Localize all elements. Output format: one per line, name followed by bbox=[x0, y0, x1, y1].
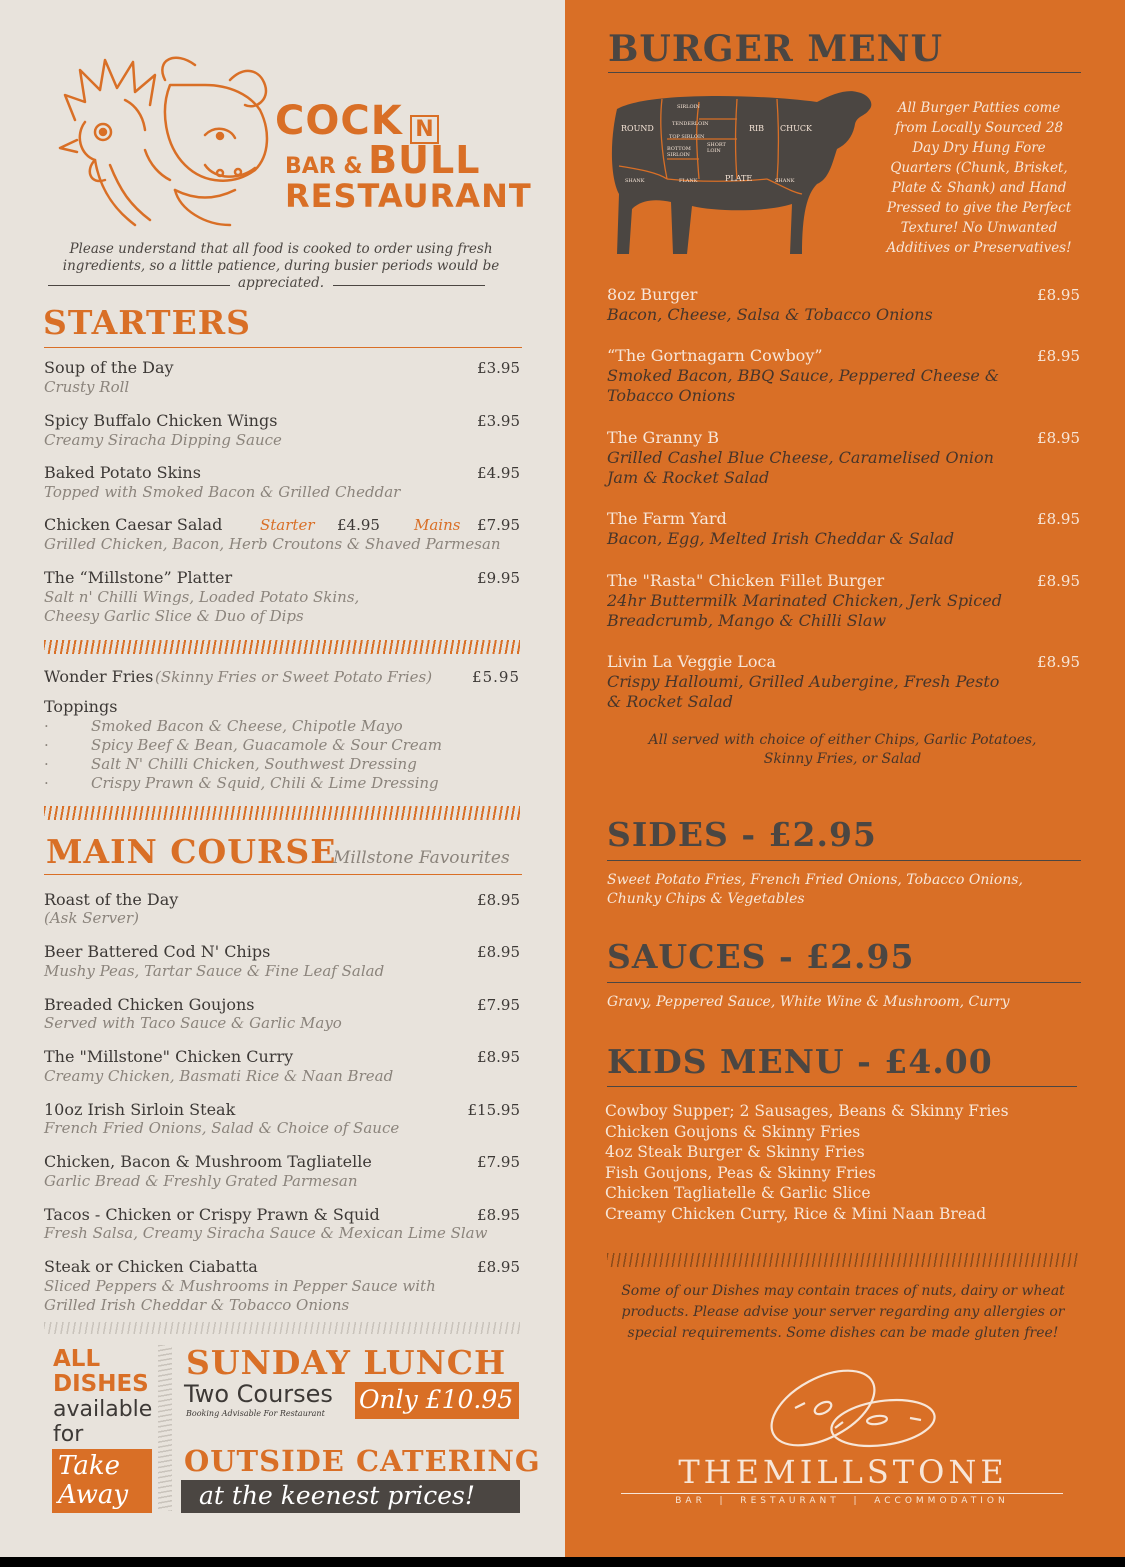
starter-name: Chicken Caesar Salad bbox=[44, 515, 223, 534]
kids-item: 4oz Steak Burger & Skinny Fries bbox=[605, 1143, 865, 1161]
topping-item: · Salt N' Chilli Chicken, Southwest Dressing bbox=[44, 755, 417, 773]
starters-title: STARTERS bbox=[43, 303, 251, 342]
main-desc: French Fried Onions, Salad & Choice of Sauce bbox=[44, 1119, 400, 1137]
main-desc: Garlic Bread & Freshly Grated Parmesan bbox=[44, 1172, 358, 1190]
toppings-label: Toppings bbox=[44, 697, 118, 716]
burger-name: The "Rasta" Chicken Fillet Burger bbox=[607, 571, 885, 590]
kids-item: Fish Goujons, Peas & Skinny Fries bbox=[605, 1163, 876, 1182]
outside-catering-title: OUTSIDE CATERING bbox=[184, 1444, 541, 1478]
main-desc: (Ask Server) bbox=[44, 909, 139, 927]
promo-dishes: DISHES bbox=[53, 1371, 149, 1397]
main-desc: Served with Taco Sauce & Garlic Mayo bbox=[44, 1014, 342, 1032]
kids-item: Cowboy Supper; 2 Sausages, Beans & Skinny Fries bbox=[605, 1102, 1009, 1120]
main-price: £7.95 bbox=[477, 996, 520, 1014]
main-price: £8.95 bbox=[477, 1258, 520, 1276]
cow-label: SHANK bbox=[775, 178, 795, 184]
kids-item: Creamy Chicken Curry, Rice & Mini Naan Bread bbox=[605, 1204, 987, 1223]
two-courses-text: Two Courses bbox=[184, 1380, 333, 1408]
fries-name: Wonder Fries bbox=[44, 667, 154, 686]
mains-subtitle: Millstone Favourites bbox=[333, 848, 510, 868]
divider-hatch bbox=[607, 1253, 1079, 1267]
starter-desc: Salt n' Chilli Wings, Loaded Potato Skins, Cheesy Garlic Slice & Duo of Dips bbox=[44, 588, 360, 625]
main-desc: Fresh Salsa, Creamy Siracha Sauce & Mexican Lime Slaw bbox=[44, 1224, 488, 1242]
burger-desc: Crispy Halloumi, Grilled Aubergine, Fresh Pesto & Rocket Salad bbox=[607, 672, 1000, 711]
starter-name: Spicy Buffalo Chicken Wings bbox=[44, 411, 278, 430]
logo-bar-text: BAR & bbox=[285, 154, 363, 179]
promo-available: available bbox=[53, 1397, 153, 1422]
burger-desc: Grilled Cashel Blue Cheese, Caramelised Onion Jam & Rocket Salad bbox=[607, 448, 994, 487]
logo-bull-text: BULL bbox=[368, 138, 481, 182]
divider-hatch bbox=[44, 806, 520, 820]
divider-hatch bbox=[44, 640, 520, 654]
starter-price: £3.95 bbox=[477, 412, 520, 430]
topping-item: · Spicy Beef & Bean, Guacamole & Sour Cream bbox=[44, 736, 442, 754]
topping-item: · Crispy Prawn & Squid, Chili & Lime Dressing bbox=[44, 774, 439, 792]
fries-desc: (Skinny Fries or Sweet Potato Fries) bbox=[155, 668, 433, 686]
intro-text: Please understand that all food is cooked to order using fresh ingredients, so a little patience, during busier periods would be appreciated. bbox=[62, 241, 500, 291]
cow-label: TOP SIRLOIN bbox=[669, 134, 705, 140]
cow-label: FLANK bbox=[679, 178, 698, 184]
fries-price: £5.95 bbox=[472, 668, 520, 686]
sunday-price: Only £10.95 bbox=[359, 1385, 514, 1414]
burger-name: 8oz Burger bbox=[607, 285, 698, 304]
logo-restaurant-text: RESTAURANT bbox=[285, 177, 532, 215]
sides-title: SIDES - £2.95 bbox=[607, 815, 877, 854]
allergy-note: Some of our Dishes may contain traces of nuts, dairy or wheat products. Please advise your server regarding any allergies or special requirements. Some dishes can be made gluten free! bbox=[621, 1283, 1065, 1341]
starter-price: £4.95 bbox=[477, 464, 520, 482]
main-price: £8.95 bbox=[477, 1048, 520, 1066]
cow-label: RIB bbox=[749, 124, 765, 133]
sunday-lunch-title: SUNDAY LUNCH bbox=[186, 1343, 507, 1382]
booking-note: Booking Advisable For Restaurant bbox=[186, 1409, 325, 1418]
cow-labels bbox=[607, 84, 877, 264]
burger-name: The Granny B bbox=[607, 428, 719, 447]
take-away-line1: Take bbox=[58, 1451, 120, 1481]
topping-item: · Smoked Bacon & Cheese, Chipotle Mayo bbox=[44, 717, 403, 735]
cow-label: SHANK bbox=[625, 178, 645, 184]
sunday-price-badge bbox=[355, 1382, 519, 1419]
burger-price: £8.95 bbox=[1037, 286, 1080, 304]
right-panel bbox=[565, 0, 1125, 1557]
main-name: Tacos - Chicken or Crispy Prawn & Squid bbox=[44, 1205, 380, 1224]
burger-price: £8.95 bbox=[1037, 347, 1080, 365]
cow-label: TENDERLOIN bbox=[672, 121, 709, 127]
left-panel bbox=[0, 0, 565, 1557]
keenest-badge bbox=[181, 1480, 520, 1513]
main-name: Breaded Chicken Goujons bbox=[44, 995, 255, 1014]
starter-desc: Grilled Chicken, Bacon, Herb Croutons & Shaved Parmesan bbox=[44, 535, 501, 553]
millstone-tagline: BAR | RESTAURANT | ACCOMMODATION bbox=[675, 1496, 1009, 1506]
starter-label: Starter bbox=[260, 516, 315, 534]
millstone-logo-icon bbox=[765, 1368, 940, 1453]
starter-price: £9.95 bbox=[477, 569, 520, 587]
main-name: Steak or Chicken Ciabatta bbox=[44, 1257, 258, 1276]
starter-desc: Creamy Siracha Dipping Sauce bbox=[44, 431, 282, 449]
kids-item: Chicken Tagliatelle & Garlic Slice bbox=[605, 1184, 871, 1202]
cow-label: SHORT LOIN bbox=[707, 142, 726, 154]
burger-price: £8.95 bbox=[1037, 510, 1080, 528]
cow-label: SIRLOIN bbox=[677, 104, 700, 110]
kids-item: Chicken Goujons & Skinny Fries bbox=[605, 1122, 861, 1141]
cow-label: CHUCK bbox=[780, 124, 812, 133]
main-desc: Sliced Peppers & Mushrooms in Pepper Sauce with Grilled Irish Cheddar & Tobacco Onions bbox=[44, 1277, 436, 1314]
starter-name: Soup of the Day bbox=[44, 358, 174, 377]
promo-separator bbox=[158, 1345, 172, 1511]
sauces-title: SAUCES - £2.95 bbox=[607, 937, 915, 976]
sauces-text: Gravy, Peppered Sauce, White Wine & Mushroom, Curry bbox=[607, 994, 1010, 1010]
take-away-line2: Away bbox=[58, 1480, 129, 1510]
logo-n-badge: N bbox=[410, 115, 438, 144]
kids-list bbox=[605, 1101, 1009, 1224]
main-name: Chicken, Bacon & Mushroom Tagliatelle bbox=[44, 1152, 372, 1171]
keenest-text: at the keenest prices! bbox=[199, 1481, 475, 1510]
burger-price: £8.95 bbox=[1037, 653, 1080, 671]
burger-name: The Farm Yard bbox=[607, 509, 727, 528]
burger-desc: 24hr Buttermilk Marinated Chicken, Jerk Spiced Breadcrumb, Mango & Chilli Slaw bbox=[607, 591, 1002, 630]
burger-price: £8.95 bbox=[1037, 429, 1080, 447]
burger-desc: Bacon, Egg, Melted Irish Cheddar & Salad bbox=[607, 529, 955, 548]
rooster-bull-logo-icon bbox=[55, 40, 295, 235]
kids-title: KIDS MENU - £4.00 bbox=[607, 1042, 993, 1081]
starter-portion-price: £4.95 bbox=[337, 516, 380, 534]
served-note: All served with choice of either Chips, Garlic Potatoes, Skinny Fries, or Salad bbox=[648, 732, 1037, 767]
promo-all: ALL bbox=[53, 1346, 101, 1372]
bottom-bar bbox=[0, 1557, 1125, 1567]
starter-name: Baked Potato Skins bbox=[44, 463, 201, 482]
burger-name: Livin La Veggie Loca bbox=[607, 652, 777, 671]
main-name: 10oz Irish Sirloin Steak bbox=[44, 1100, 236, 1119]
main-price: £7.95 bbox=[477, 1153, 520, 1171]
main-price: £8.95 bbox=[477, 943, 520, 961]
main-desc: Creamy Chicken, Basmati Rice & Naan Bread bbox=[44, 1067, 394, 1085]
main-price: £8.95 bbox=[477, 1206, 520, 1224]
main-desc: Mushy Peas, Tartar Sauce & Fine Leaf Salad bbox=[44, 962, 385, 980]
burger-price: £8.95 bbox=[1037, 572, 1080, 590]
mains-label: Mains bbox=[414, 516, 461, 534]
toppings-list bbox=[44, 717, 442, 793]
sides-text: Sweet Potato Fries, French Fried Onions, Tobacco Onions, Chunky Chips & Vegetables bbox=[607, 872, 1023, 907]
logo-cock-text: COCK bbox=[275, 98, 403, 144]
burger-name: “The Gortnagarn Cowboy” bbox=[607, 346, 823, 365]
divider-hatch bbox=[44, 1322, 520, 1334]
cow-label: BOTTOM SIRLOIN bbox=[667, 146, 691, 158]
burger-title: BURGER MENU bbox=[608, 28, 943, 70]
main-price: £15.95 bbox=[467, 1101, 520, 1119]
burger-desc: Smoked Bacon, BBQ Sauce, Peppered Cheese & Tobacco Onions bbox=[607, 366, 1000, 405]
starter-desc: Topped with Smoked Bacon & Grilled Cheddar bbox=[44, 483, 401, 501]
main-name: The "Millstone" Chicken Curry bbox=[44, 1047, 294, 1066]
burger-desc: Bacon, Cheese, Salsa & Tobacco Onions bbox=[607, 305, 933, 324]
starter-name: The “Millstone” Platter bbox=[44, 568, 233, 587]
main-name: Beer Battered Cod N' Chips bbox=[44, 942, 271, 961]
cow-label: ROUND bbox=[621, 124, 654, 133]
starter-desc: Crusty Roll bbox=[44, 378, 130, 396]
take-away-badge bbox=[52, 1449, 152, 1513]
mains-portion-price: £7.95 bbox=[477, 516, 520, 534]
main-name: Roast of the Day bbox=[44, 890, 179, 909]
cow-label: PLATE bbox=[725, 174, 753, 183]
patties-note: All Burger Patties come from Locally Sourced 28 Day Dry Hung Fore Quarters (Chunk, Brisket, Plate & Shank) and Hand Pressed to give the Perfect Texture! No Unwanted Additives or Preservatives! bbox=[886, 100, 1072, 256]
promo-for: for bbox=[53, 1422, 84, 1447]
starter-price: £3.95 bbox=[477, 359, 520, 377]
millstone-name: THEMILLSTONE bbox=[678, 1453, 1008, 1491]
main-price: £8.95 bbox=[477, 891, 520, 909]
mains-title: MAIN COURSE bbox=[46, 832, 337, 871]
